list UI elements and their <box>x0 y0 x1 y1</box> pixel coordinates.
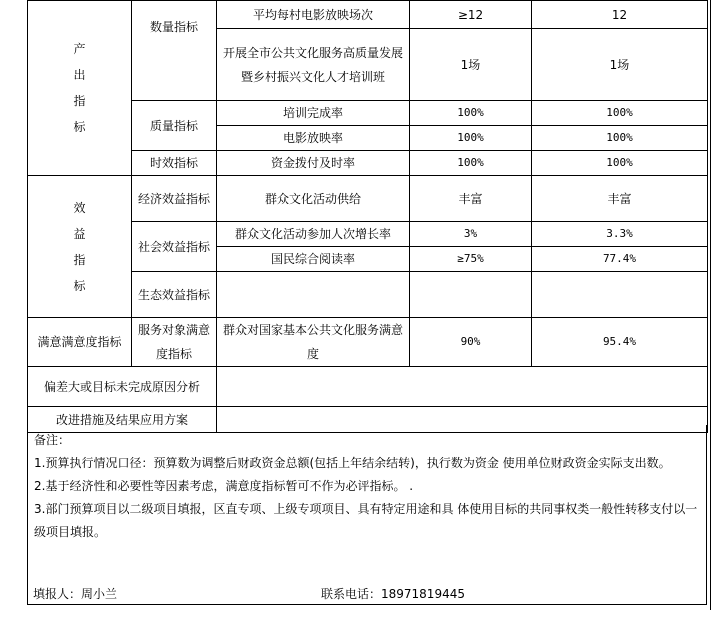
timeliness-indicator-label: 时效指标 <box>132 151 217 176</box>
improvement-label: 改进措施及结果应用方案 <box>28 407 217 433</box>
indicator-target: 100% <box>410 151 532 176</box>
indicator-actual: 1场 <box>532 29 708 101</box>
note-item: 1.预算执行情况口径：预算数为调整后财政资金总额(包括上年结余结转)，执行数为资金 使用单位财政资金实际支出数。 <box>34 456 671 470</box>
indicator-actual <box>532 272 708 318</box>
indicator-name: 平均每村电影放映场次 <box>217 1 410 29</box>
indicator-name <box>217 272 410 318</box>
performance-table <box>27 0 708 433</box>
table-row <box>28 318 708 367</box>
indicator-name: 资金拨付及时率 <box>217 151 410 176</box>
deviation-value <box>217 367 708 407</box>
note-item: 3.部门预算项目以二级项目填报，区直专项、上级专项项目、具有特定用途和具 体使用目标的共同事权类一般性转移支付以一级项目填报。 <box>34 502 698 539</box>
indicator-actual: 77.4% <box>532 247 708 272</box>
note-item: 2.基于经济性和必要性等因素考虑，满意度指标暂可不作为必评指标。 . <box>34 479 414 493</box>
indicator-actual: 100% <box>532 101 708 126</box>
indicator-name: 电影放映率 <box>217 126 410 151</box>
indicator-target: ≥75% <box>410 247 532 272</box>
indicator-target: 100% <box>410 126 532 151</box>
filler-name: 填报人：周小兰 <box>33 587 118 601</box>
indicator-actual: 12 <box>532 1 708 29</box>
indicator-name: 群众文化活动供给 <box>217 176 410 222</box>
notes-title: 备注： <box>34 433 71 447</box>
indicator-name: 培训完成率 <box>217 101 410 126</box>
output-category-label: 产出指标 <box>73 42 86 134</box>
indicator-target: 1场 <box>410 29 532 101</box>
deviation-label: 偏差大或目标未完成原因分析 <box>28 367 217 407</box>
indicator-name: 群众对国家基本公共文化服务满意度 <box>217 318 410 367</box>
indicator-actual: 100% <box>532 126 708 151</box>
indicator-name: 开展全市公共文化服务高质量发展暨乡村振兴文化人才培训班 <box>217 29 410 101</box>
indicator-name: 国民综合阅读率 <box>217 247 410 272</box>
satisfaction-category-label: 满意满意度指标 <box>28 318 132 367</box>
indicator-target: 100% <box>410 101 532 126</box>
social-indicator-label: 社会效益指标 <box>132 222 217 272</box>
indicator-actual: 100% <box>532 151 708 176</box>
economic-indicator-label: 经济效益指标 <box>132 176 217 222</box>
table-row <box>28 176 708 222</box>
notes-section <box>27 425 707 605</box>
contact-phone: 联系电话：18971819445 <box>321 587 465 601</box>
indicator-actual: 丰富 <box>532 176 708 222</box>
table-row <box>28 1 708 29</box>
indicator-target: ≥12 <box>410 1 532 29</box>
indicator-target: 90% <box>410 318 532 367</box>
ecological-indicator-label: 生态效益指标 <box>132 272 217 318</box>
right-border-line <box>710 0 711 610</box>
quality-indicator-label: 质量指标 <box>132 101 217 151</box>
indicator-actual: 3.3% <box>532 222 708 247</box>
indicator-target: 丰富 <box>410 176 532 222</box>
output-category-cell <box>28 1 132 176</box>
indicator-target: 3% <box>410 222 532 247</box>
satisfaction-indicator-label: 服务对象满意度指标 <box>132 318 217 367</box>
quantity-indicator-label: 数量指标 <box>132 1 217 101</box>
benefit-category-cell <box>28 176 132 318</box>
indicator-name: 群众文化活动参加人次增长率 <box>217 222 410 247</box>
table-row <box>28 367 708 407</box>
indicator-target <box>410 272 532 318</box>
benefit-category-label: 效益指标 <box>73 200 86 293</box>
indicator-actual: 95.4% <box>532 318 708 367</box>
